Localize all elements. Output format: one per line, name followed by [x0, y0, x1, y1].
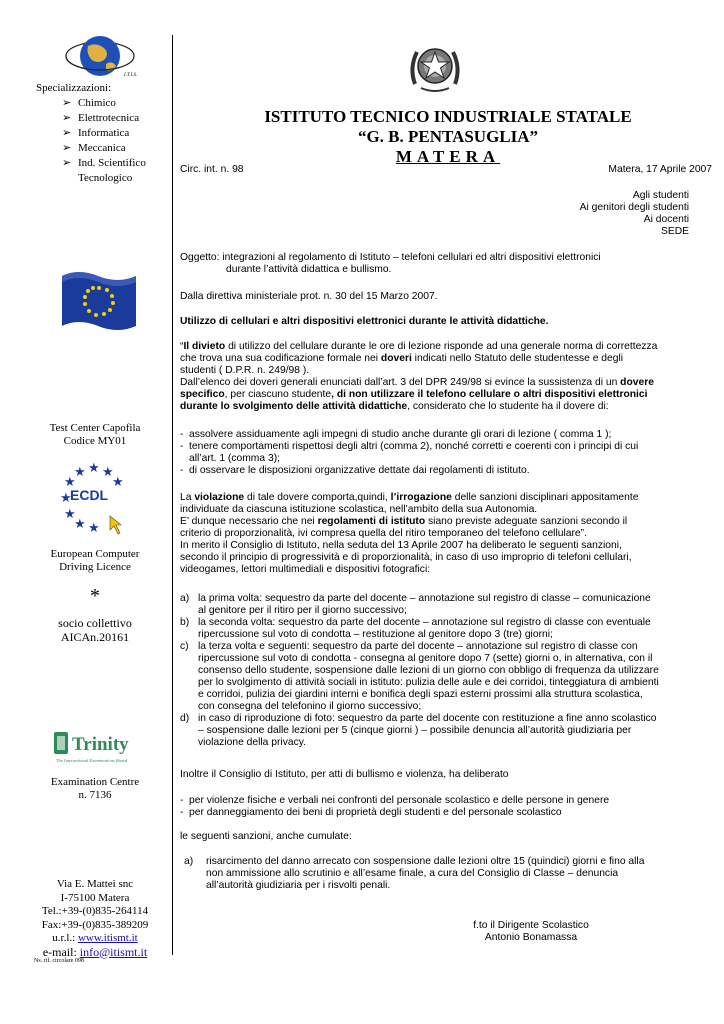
list-item: a) risarcimento del danno arrecato con sospensione dalle lezioni oltre 15 (quindici) giorni e fino alla non ammissione allo scrutinio e all’esame finale, a cura del Consiglio di Classe – denuncia all’autorità giudiziaria per i risvolti penali. — [184, 856, 645, 891]
circular-number: Circ. int. n. 98 — [180, 164, 244, 175]
svg-text:★: ★ — [74, 516, 86, 531]
directive-reference: Dalla direttiva ministeriale prot. n. 30 del 15 Marzo 2007. — [180, 291, 438, 302]
svg-text:★: ★ — [74, 464, 86, 479]
paragraph-violazione: La violazione di tale dovere comporta,quindi, l’irrogazione delle sanzioni disciplinari appositamente individuate da ciascuna istituzione scolastica, nell’ambito della sua Autonomia. E’ dunque necessario che nei regolamenti di istituto siano previste adeguate sanzioni secondo il criterio di proporzionalità, ivi compresa quella del ritiro temporaneo del telefono cellulare”. In merito il Consiglio di Istituto, nella seduta del 13 Aprile 2007 ha deliberato le seguenti sanzioni, secondo il principio di progressività e di proporzionalità, in caso di uso improprio di telefoni cellulari, videogames, lettori multimediali e dispositivi fotografici: — [180, 492, 639, 575]
list-item: ➢ Meccanica — [62, 142, 126, 154]
eu-flag-icon — [58, 268, 140, 338]
school-address: Via E. Mattei snc I-75100 Matera Tel.:+39-(0)835-264114 Fax:+39-(0)835-389209 u.r.l.: www.itismt.it e-mail: info@itismt.it — [20, 878, 170, 959]
svg-text:★: ★ — [64, 506, 76, 521]
sidebar — [0, 0, 172, 1024]
ecdl-caption: European Computer Driving Licence — [50, 548, 140, 573]
arrow-bullet-icon: ➢ — [62, 142, 72, 154]
svg-text:★: ★ — [64, 474, 76, 489]
bullying-intro: Inoltre il Consiglio di Istituto, per atti di bullismo e violenza, ha deliberato — [180, 769, 509, 780]
trinity-name: Trinity — [72, 734, 129, 755]
trinity-subtitle: The International Examinations Board — [56, 758, 128, 763]
svg-text:★: ★ — [88, 460, 100, 475]
ecdl-logo-icon — [58, 458, 130, 538]
subject-line: Oggetto: integrazioni al regolamento di Istituto – telefoni cellulari ed altri dispositivi elettronici — [180, 252, 601, 263]
specializations-title: Specializzazioni: — [36, 82, 112, 94]
ecdl-label: ECDL — [70, 487, 109, 503]
list-item: Ai genitori degli studenti — [579, 202, 689, 213]
globe-caption: I.T.I.S. — [124, 73, 138, 78]
list-item: ➢ Chimico — [62, 97, 116, 109]
school-city: MATERA — [395, 147, 501, 166]
phone: Tel.:+39-(0)835-264114 — [41, 905, 149, 917]
list-item: ➢ Ind. Scientifico Tecnologico — [62, 157, 146, 184]
svg-text:★: ★ — [60, 490, 72, 505]
list-item: Agli studenti — [632, 190, 689, 201]
arrow-bullet-icon: ➢ — [62, 157, 72, 169]
list-item: - per violenze fisiche e verbali nei confronti del personale scolastico e delle persone in genere — [180, 795, 610, 806]
arrow-bullet-icon: ➢ — [62, 112, 72, 124]
socio-collettivo: socio collettivo AICAn.20161 — [58, 616, 132, 644]
list-item: - per danneggiamento dei beni di proprietà degli studenti e del personale scolastico — [180, 807, 562, 818]
sanctions-list — [180, 593, 720, 749]
specializations-list — [62, 96, 160, 186]
final-sanction — [184, 856, 714, 892]
list-item: Ai docenti — [643, 214, 689, 225]
arrow-bullet-icon: ➢ — [62, 97, 72, 109]
list-item: - di osservare le disposizioni organizzative dettate dai regolamenti di istituto. — [180, 465, 530, 476]
list-item: - assolvere assiduamente agli impegni di studio anche durante gli orari di lezione ( comma 1 ); — [180, 429, 612, 440]
reference-note: Ns. rif. circolare 098 — [34, 958, 84, 964]
trinity-logo-icon — [50, 728, 150, 768]
list-item: d) in caso di riproduzione di foto: sequestro da parte del docente con restituzione a fine anno scolastico – sospensione dalle lezioni per 5 (cinque giorni ) – possibile denuncia all’autorità giudiziaria per violazione della privacy. — [180, 713, 657, 748]
email-link[interactable]: info@itismt.it — [79, 944, 148, 959]
subject-line-2: durante l’attività didattica e bullismo. — [226, 264, 392, 275]
list-item: a) la prima volta: sequestro da parte del docente – annotazione sul registro di classe – comunicazione al genitore per il ritiro per il giorno successivo; — [180, 593, 651, 616]
duties-list — [180, 429, 720, 477]
circular-date: Matera, 17 Aprile 2007 — [608, 164, 712, 175]
recipients — [440, 190, 689, 238]
list-item: c) la terza volta e seguenti: sequestro da parte del docente – annotazione sul registro di classe con ripercussione sul voto di condotta - consegna al genitore dopo 7 (sette) giorni o, in alternativa, con il consenso dello studente, sospensione dalle lezioni di un giorno con obbligo di frequenza da utilizzare per lo svolgimento di attività sociali in istituto: pulizia delle aule e dei corridoi, tinteggiatura di ambienti e corridoi, pulizia dei giardini interni e bonifica degli spazi esterni prossimi alla struttura scolastica, con consegna del telefonino il giorno successivo; — [180, 641, 659, 712]
signature: f.to il Dirigente Scolastico Antonio Bonamassa — [473, 920, 589, 943]
globe-logo-icon — [60, 30, 150, 90]
examination-centre: Examination Centre n. 7136 — [50, 776, 140, 801]
school-name: ISTITUTO TECNICO INDUSTRIALE STATALE — [264, 107, 632, 126]
svg-text:★: ★ — [112, 474, 124, 489]
svg-text:★: ★ — [102, 464, 114, 479]
list-item: b) la seconda volta: sequestro da parte del docente – annotazione sul registro di classe con eventuale ripercussione sul voto di condotta – restituzione al genitore dopo 3 (tre) giorni; — [180, 617, 651, 640]
section-heading: Utilizzo di cellulari e altri dispositivi elettronici durante le attività didattiche. — [180, 316, 549, 327]
list-item: ➢ Informatica — [62, 127, 130, 139]
bullying-list — [180, 795, 720, 819]
paragraph-divieto: “Il divieto di utilizzo del cellulare durante le ore di lezione risponde ad una generale norma di correttezza che trova una sua codificazione formale nei doveri indicati nello Statuto delle studentesse e degli studenti ( D.P.R. n. 249/98 ). Dall’elenco dei doveri generali enunciati dall’art. 3 del DPR 249/98 si evince la sussistenza di un dovere specifico, per ciascuno studente, di non utilizzare il telefono cellulare o altri dispositivi elettronici durante lo svolgimento delle attività didattiche, considerato che lo studente ha il dovere di: — [180, 341, 658, 412]
italian-republic-emblem-icon — [405, 38, 465, 96]
sidebar-divider — [172, 35, 173, 955]
svg-text:★: ★ — [88, 520, 100, 535]
list-item: - tenere comportamenti rispettosi degli altri (comma 2), nonché corretti e coerenti con i principi di cui all’art. 1 (comma 3); — [180, 441, 639, 464]
school-dedication: “G. B. PENTASUGLIA” — [357, 127, 539, 146]
website-link[interactable]: www.itismt.it — [77, 932, 138, 944]
fax: Fax:+39-(0)835-389209 — [41, 918, 149, 931]
test-center: Test Center Capofila Codice MY01 — [49, 422, 141, 447]
arrow-bullet-icon: ➢ — [62, 127, 72, 139]
list-item: ➢ Elettrotecnica — [62, 112, 140, 124]
asterisk: * — [90, 585, 100, 607]
list-item: SEDE — [660, 226, 689, 237]
sanctions-cumulative: le seguenti sanzioni, anche cumulate: — [180, 831, 352, 842]
